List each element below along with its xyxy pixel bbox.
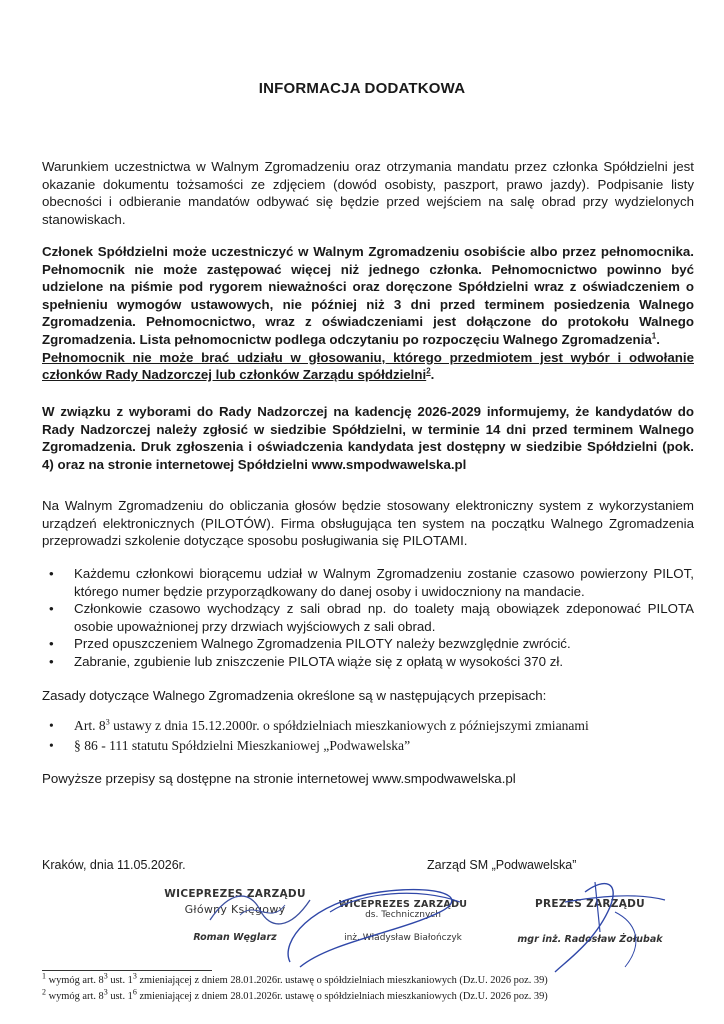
list-item: • Każdemu członkowi biorącemu udział w Walnym Zgromadzeniu zostanie czasowo powierzony PILOT, którego numer będzie przyporządkowany do danej osoby i uwidoczniony na mandacie.	[49, 566, 694, 599]
proxy-text-end: .	[656, 331, 660, 347]
stamp-president: PREZES ZARZĄDU mgr inż. Radosław Żołubak	[517, 898, 663, 945]
signature-2	[270, 872, 490, 972]
paragraph-voting-system: Na Walnym Zgromadzeniu do obliczania głosów będzie stosowany elektroniczny system z wykorzystaniem urządzeń elektronicznych (PILOTÓW). Firma obsługująca ten system na początku Walnego Zgromadzenia przeprowadzi szkolenie dotyczące sposobu posługiwania się PILOTAMI.	[42, 498, 694, 549]
bullet: •	[49, 636, 54, 652]
proxy-text: Członek Spółdzielni może uczestniczyć w Walnym Zgromadzeniu osobiście albo przez pełnomocnika. Pełnomocnik nie może zastępować więcej niż jednego członka. Pełnomocnictwo powinno być udzielone na piśmie pod rygorem nieważności oraz doręczone Spółdzielni wraz z oświadczeniem o spełnieniu wymogów ustawowych, nie później niż 3 dni przed terminem posiedzenia Walnego Zgromadzenia. Pełnomocnictwo, wraz z oświadczeniami jest dołączone do protokołu Walnego Zgromadzenia. Lista pełnomocnictw podlega odczytaniu po rozpoczęciu Walnego Zgromadzenia	[42, 244, 694, 347]
paragraph-attendance: Warunkiem uczestnictwa w Walnym Zgromadzeniu oraz otrzymania mandatu przez członka Spółdzielni jest okazanie dokumentu tożsamości ze zdjęciem (dowód osobisty, paszport, prawo jazdy). Podpisanie listy obecności i odbieranie mandatów odbywać się będzie przed wejściem na salę obrad przy wydzielonych stanowiskach.	[42, 159, 694, 227]
footnote-divider	[42, 970, 212, 971]
paragraph-availability: Powyższe przepisy są dostępne na stronie internetowej www.smpodwawelska.pl	[42, 771, 516, 786]
footnote-ref-2: 2	[426, 366, 431, 376]
stamp-vice-president-technical: WICEPREZES ZARZĄDU ds. Technicznych inż. Władysław Białończyk	[338, 899, 468, 943]
document-title: INFORMACJA DODATKOWA	[258, 80, 466, 97]
bullet: •	[49, 653, 54, 669]
list-item: • Zabranie, zgubienie lub zniszczenie PILOTA wiąże się z opłatą w wysokości 370 zł.	[49, 653, 564, 669]
pilot-rules-list	[42, 565, 694, 671]
list-item: • Przed opuszczeniem Walnego Zgromadzenia PILOTY należy bezwzględnie zwrócić.	[49, 636, 571, 652]
signature-3	[525, 872, 675, 982]
footnote-ref-1: 1	[651, 331, 657, 341]
list-item: • Art. $8^3$ ustawy z dnia 15.12.2000r. o spółdzielniach mieszkaniowych z późniejszymi zmianami	[42, 716, 694, 736]
paragraph-elections: W związku z wyborami do Rady Nadzorczej na kadencję 2026-2029 informujemy, że kandydatów do Rady Nadzorczej należy zgłosić w siedzibie Spółdzielni, w terminie 14 dni przed terminem Walnego Zgromadzenia. Druk zgłoszenia i oświadczenia kandydata jest dostępny w siedzibie Spółdzielni (pok. 4) oraz na stronie internetowej Spółdzielni www.smpodwawelska.pl	[42, 404, 694, 472]
paragraph-regulations: Zasady dotyczące Walnego Zgromadzenia określone są w następujących przepisach:	[42, 688, 547, 703]
footnote-2: $^2$ wymóg art. $8^3$ ust. $1^6$ zmieniającej z dniem 28.01.2026r. ustawę o spółdzielniach mieszkaniowych (Dz.U. 2026 poz. 39)	[42, 987, 548, 1002]
footnote-1: $^1$ wymóg art. $8^3$ ust. $1^3$ zmieniającej z dniem 28.01.2026r. ustawę o spółdzielniach mieszkaniowych (Dz.U. 2026 poz. 39)	[42, 971, 548, 986]
list-item: • Członkowie czasowo wychodzący z sali obrad np. do toalety mają obowiązek zdeponować PILOTA osobie upoważnionej przy drzwiach wyjściowych z sali obrad.	[49, 601, 694, 634]
bullet: •	[49, 718, 54, 733]
board-name: Zarząd SM „Podwawelska”	[427, 858, 577, 872]
place-date: Kraków, dnia 11.05.2026r.	[42, 858, 186, 872]
bullet: •	[49, 566, 54, 581]
paragraph-proxy	[42, 243, 694, 384]
regulations-list	[42, 716, 694, 756]
stamp-vice-president-accountant: WICEPREZES ZARZĄDU Główny Księgowy Roman Węglarz	[164, 888, 306, 943]
proxy-restriction-end: .	[430, 367, 435, 383]
list-item: • § 86 - 111 statutu Spółdzielni Mieszkaniowej „Podwawelska”	[42, 736, 694, 756]
bullet: •	[49, 738, 54, 753]
bullet: •	[49, 601, 54, 617]
proxy-restriction: Pełnomocnik nie może brać udziału w głosowaniu, którego przedmiotem jest wybór i odwołanie członków Rady Nadzorczej lub członków Zarządu spółdzielni	[42, 349, 694, 383]
